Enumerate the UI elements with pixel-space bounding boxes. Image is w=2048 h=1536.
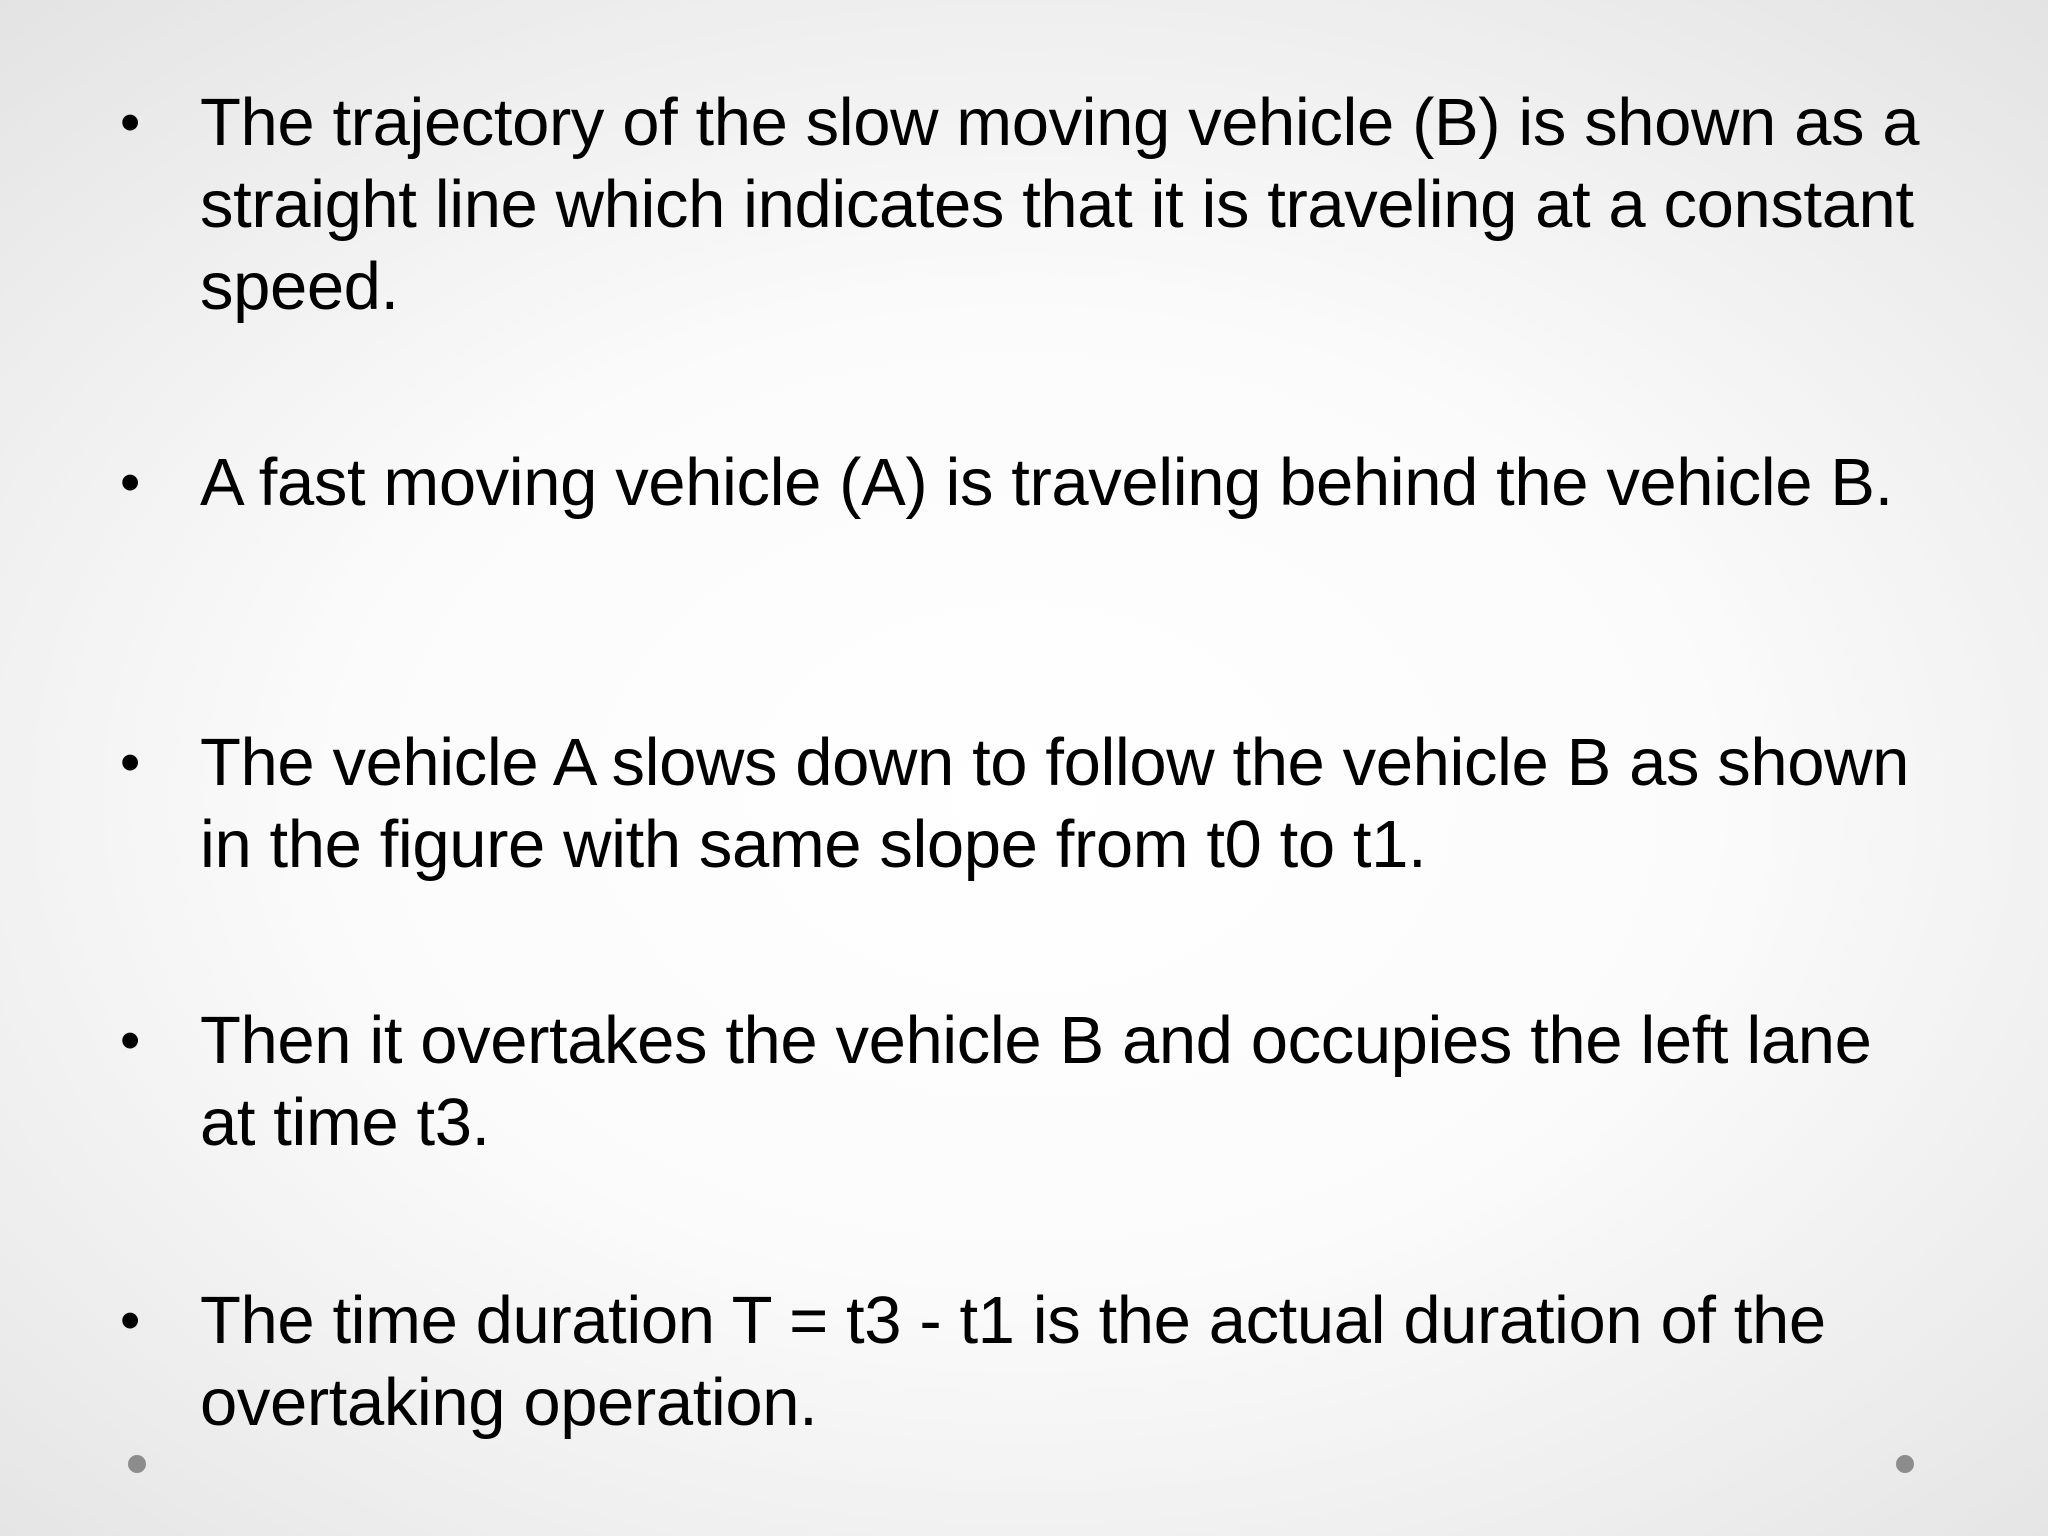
bullet-text: Then it overtakes the vehicle B and occupies the left lane at time t3. bbox=[200, 1003, 1872, 1160]
bullet-marker: • bbox=[120, 1008, 141, 1073]
bullet-text: The vehicle A slows down to follow the vehicle B as shown in the figure with same slope from t0 to t1. bbox=[200, 725, 1909, 882]
decorative-dot-left bbox=[128, 1455, 146, 1473]
bullet-marker: • bbox=[120, 90, 141, 155]
bullet-text: The time duration T = t3 - t1 is the actual duration of the overtaking operation. bbox=[200, 1283, 1826, 1440]
bullet-marker: • bbox=[120, 1288, 141, 1353]
bullet-text: A fast moving vehicle (A) is traveling behind the vehicle B. bbox=[200, 445, 1893, 520]
decorative-dot-right bbox=[1896, 1455, 1914, 1473]
bullet-marker: • bbox=[120, 450, 141, 515]
bullet-marker: • bbox=[120, 730, 141, 795]
bullet-text: The trajectory of the slow moving vehicle (B) is shown as a straight line which indicates that it is traveling at a constant speed. bbox=[200, 85, 1920, 324]
